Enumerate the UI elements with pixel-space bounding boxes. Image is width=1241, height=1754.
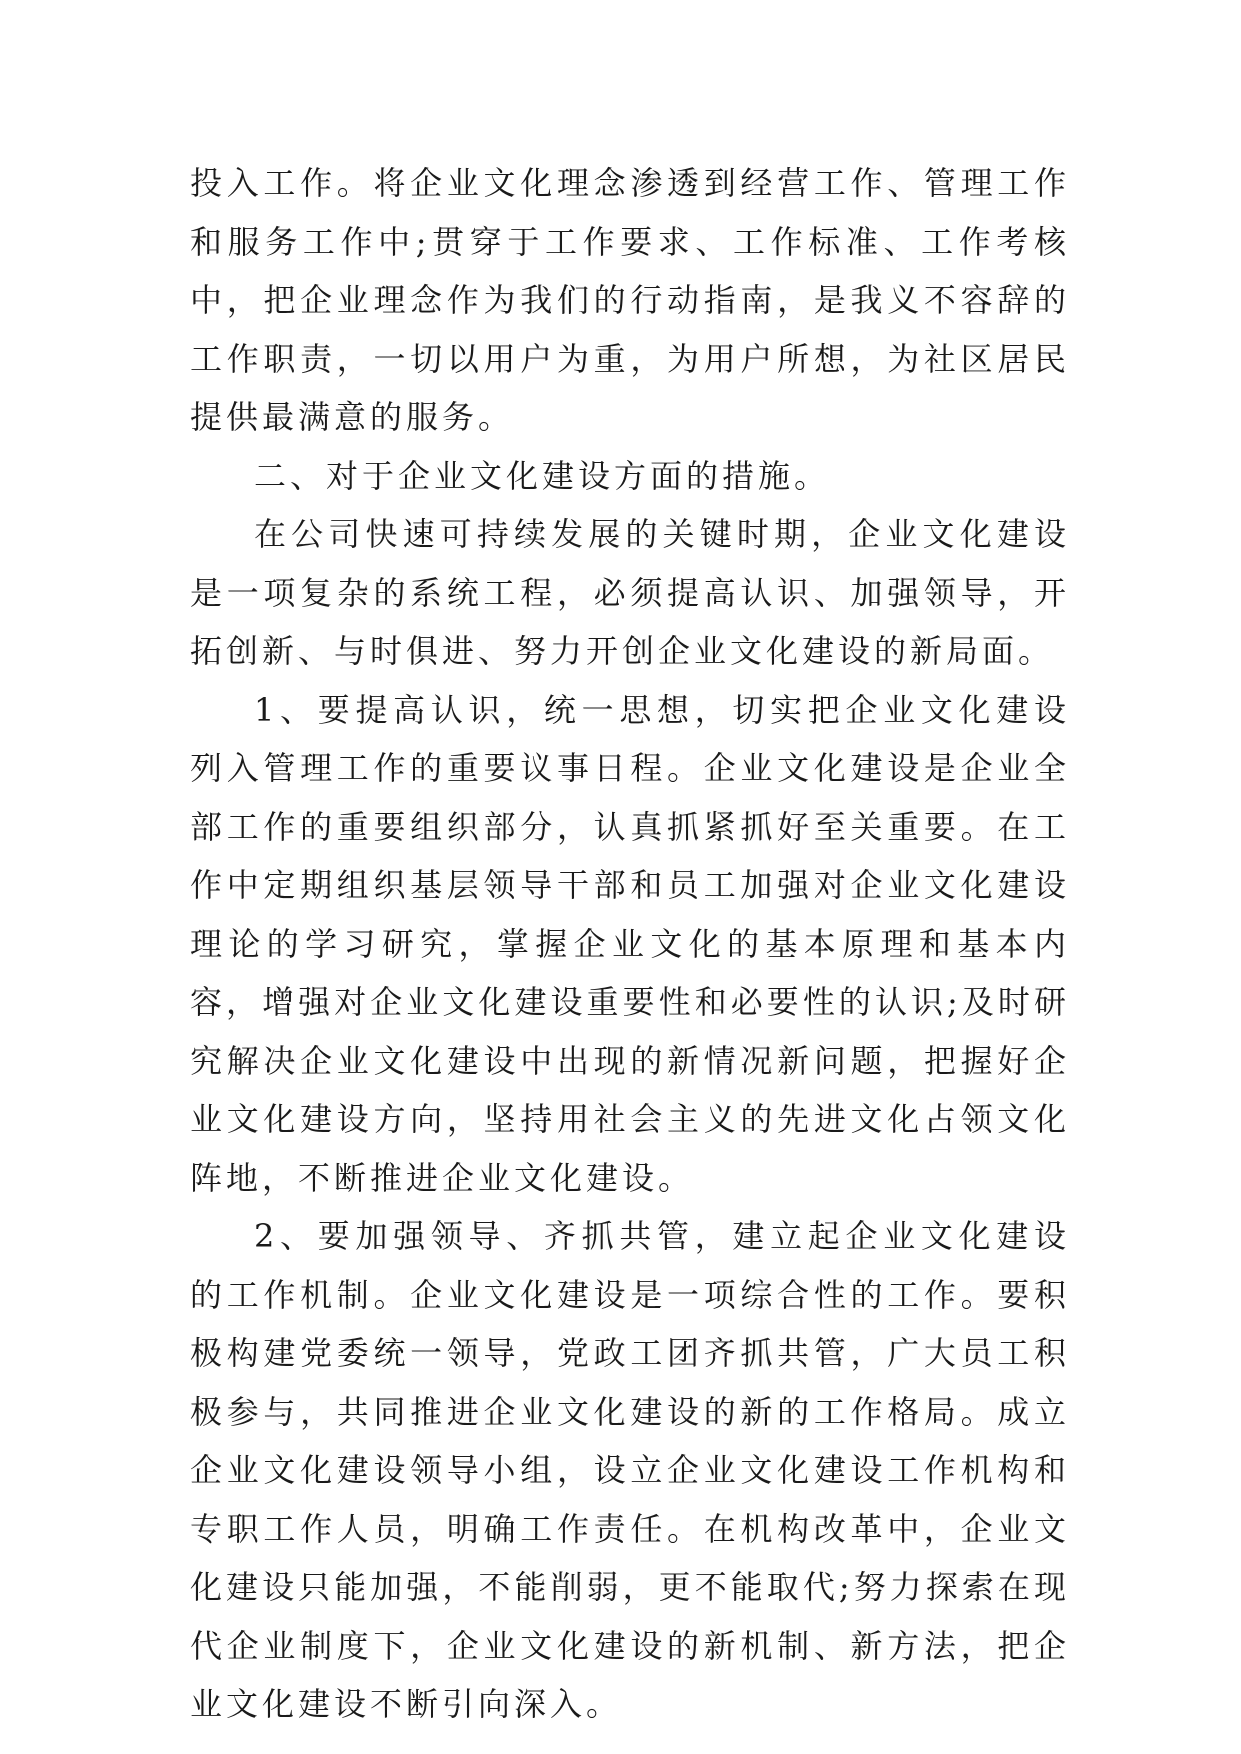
document-body <box>190 154 1070 1734</box>
paragraph-continuation: 投入工作。将企业文化理念渗透到经营工作、管理工作和服务工作中;贯穿于工作要求、工作标准、工作考核中，把企业理念作为我们的行动指南，是我义不容辞的工作职责，一切以用户为重，为用户所想，为社区居民提供最满意的服务。 <box>190 164 1070 436</box>
paragraph-point-1: 1、要提高认识，统一思想，切实把企业文化建设列入管理工作的重要议事日程。企业文化建设是企业全部工作的重要组织部分，认真抓紧抓好至关重要。在工作中定期组织基层领导干部和员工加强对企业文化建设理论的学习研究，掌握企业文化的基本原理和基本内容，增强对企业文化建设重要性和必要性的认识;及时研究解决企业文化建设中出现的新情况新问题，把握好企业文化建设方向，坚持用社会主义的先进文化占领文化阵地，不断推进企业文化建设。 <box>190 690 1070 1197</box>
paragraph-intro: 在公司快速可持续发展的关键时期，企业文化建设是一项复杂的系统工程，必须提高认识、加强领导，开拓创新、与时俱进、努力开创企业文化建设的新局面。 <box>190 515 1070 670</box>
paragraph-point-2: 2、要加强领导、齐抓共管，建立起企业文化建设的工作机制。企业文化建设是一项综合性的工作。要积极构建党委统一领导，党政工团齐抓共管，广大员工积极参与，共同推进企业文化建设的新的工作格局。成立企业文化建设领导小组，设立企业文化建设工作机构和专职工作人员，明确工作责任。在机构改革中，企业文化建设只能加强，不能削弱，更不能取代;努力探索在现代企业制度下，企业文化建设的新机制、新方法，把企业文化建设不断引向深入。 <box>190 1217 1070 1723</box>
section-heading: 二、对于企业文化建设方面的措施。 <box>254 456 831 495</box>
